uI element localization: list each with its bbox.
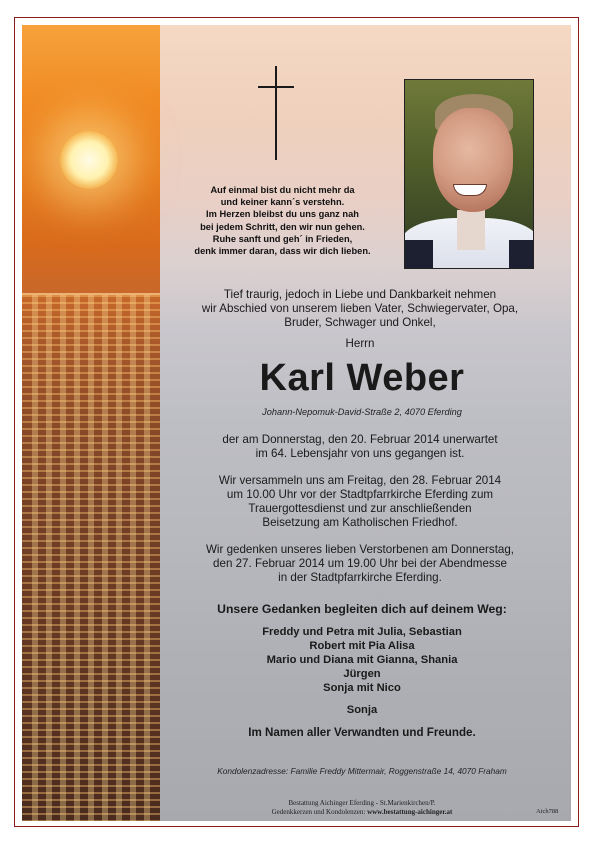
sun [60, 131, 118, 189]
mass-notice [160, 543, 560, 585]
family-item: Sonja mit Nico [323, 682, 401, 694]
poem-line: Im Herzen bleibst du uns ganz nah [206, 209, 359, 220]
family-item: Robert mit Pia Alisa [309, 640, 415, 652]
deceased-address: Johann-Nepomuk-David-Straße 2, 4070 Eferding [262, 407, 462, 417]
water-glitter [32, 295, 150, 821]
poem-line: Ruhe sanft und geh´ in Frieden, [212, 233, 353, 244]
portrait-photo [404, 79, 534, 269]
footer-line2 [160, 808, 564, 817]
mourners-heading: Unsere Gedanken begleiten dich auf deinem Weg: [217, 602, 507, 616]
mass-line: den 27. Februar 2014 um 19.00 Uhr bei der Abendmesse [213, 557, 507, 570]
poem-line: und keiner kann´s verstehn. [220, 197, 345, 208]
family-list [160, 625, 564, 695]
intro-line: wir Abschied von unserem lieben Vater, Schwiegervater, Opa, [201, 302, 519, 315]
family-item: Mario und Diana mit Gianna, Shania [266, 654, 458, 666]
cross-icon [275, 66, 278, 160]
mass-line: in der Stadtpfarrkirche Eferding. [278, 571, 442, 584]
condolence-address: Kondolenzadresse: Familie Freddy Mittermair, Roggenstraße 14, 4070 Fraham [217, 766, 507, 776]
death-line: im 64. Lebensjahr von uns gegangen ist. [255, 447, 465, 460]
family-sonja: Sonja [346, 704, 378, 716]
salutation: Herrn [345, 337, 375, 350]
footer-line1: Bestattung Aichinger Eferding - St.Marienkirchen/P. [288, 799, 436, 807]
funeral-line: um 10.00 Uhr vor der Stadtpfarrkirche Eferding zum [226, 488, 494, 501]
funeral-line: Wir versammeln uns am Freitag, den 28. Februar 2014 [218, 474, 502, 487]
footer [160, 799, 564, 817]
sunset-strip [22, 25, 160, 821]
reference-code: Aich788 [536, 808, 559, 815]
family-item: Jürgen [343, 668, 381, 680]
mass-line: Wir gedenken unseres lieben Verstorbenen am Donnerstag, [205, 543, 515, 556]
closing-line: Im Namen aller Verwandten und Freunde. [248, 726, 476, 739]
death-notice [160, 433, 560, 461]
family-item: Freddy und Petra mit Julia, Sebastian [262, 626, 462, 638]
death-line: der am Donnerstag, den 20. Februar 2014 unerwartet [222, 433, 498, 446]
poem-line: denk immer daran, dass wir dich lieben. [194, 246, 371, 257]
deceased-name: Karl Weber [259, 357, 465, 399]
footer-url[interactable]: www.bestattung-aichinger.at [367, 808, 453, 816]
funeral-notice [160, 474, 560, 530]
poem-line: bei jedem Schritt, den wir nun gehen. [200, 221, 365, 232]
intro-line: Bruder, Schwager und Onkel, [284, 316, 436, 329]
intro-text [160, 288, 560, 330]
poem-line: Auf einmal bist du nicht mehr da [210, 185, 355, 195]
poem [175, 184, 390, 257]
funeral-line: Beisetzung am Katholischen Friedhof. [262, 516, 458, 529]
intro-line: Tief traurig, jedoch in Liebe und Dankbarkeit nehmen [223, 288, 497, 301]
footer-prefix: Gedenkkerzen und Kondolenzen: [271, 808, 366, 816]
funeral-line: Trauergottesdienst und zur anschließenden [248, 502, 472, 515]
